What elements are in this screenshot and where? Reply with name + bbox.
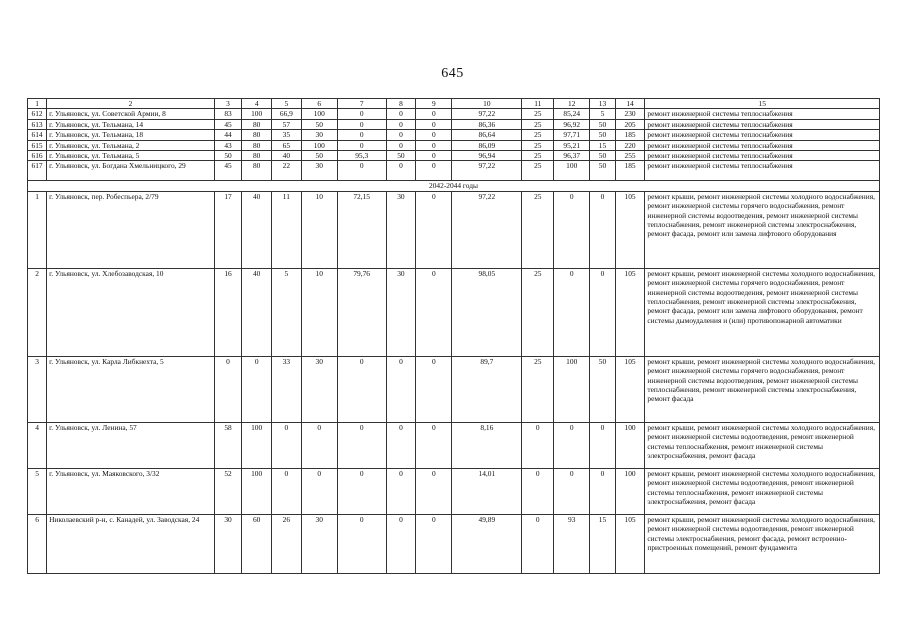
- value-cell: 230: [615, 109, 645, 119]
- value-cell: 5: [272, 268, 302, 356]
- value-cell: 50: [590, 161, 615, 181]
- work-description-cell: ремонт крыши, ремонт инженерной системы холодного водоснабжения, ремонт инженерной системы водоотведения, ремонт инженерной системы теплоснабжения, ремонт инженерной системы электроснабжения, ремонт фасада: [645, 468, 880, 514]
- value-cell: 30: [386, 268, 416, 356]
- header-cell: 9: [416, 99, 452, 109]
- value-cell: 40: [272, 151, 302, 161]
- value-cell: 0: [337, 140, 386, 150]
- value-cell: 100: [615, 422, 645, 468]
- value-cell: 30: [386, 191, 416, 268]
- row-number-cell: 5: [28, 468, 47, 514]
- value-cell: 25: [522, 161, 554, 181]
- value-cell: 25: [522, 109, 554, 119]
- value-cell: 25: [522, 151, 554, 161]
- value-cell: 80: [242, 119, 272, 129]
- value-cell: 97,22: [452, 109, 522, 119]
- value-cell: 45: [214, 161, 242, 181]
- value-cell: 96,92: [554, 119, 590, 129]
- value-cell: 30: [301, 161, 337, 181]
- value-cell: 16: [214, 268, 242, 356]
- header-cell: 5: [272, 99, 302, 109]
- work-description-cell: ремонт крыши, ремонт инженерной системы холодного водоснабжения, ремонт инженерной системы горячего водоснабжения, ремонт инженерной системы водоотведения, ремонт инженерной системы теплоснабжения, ремонт инженерной системы электроснабжения, ремонт фасада, ремонт или замена лифтового оборудования, ремонт системы дымоудаления и (или) противопожарной автоматики: [645, 268, 880, 356]
- value-cell: 0: [416, 119, 452, 129]
- work-description-cell: ремонт крыши, ремонт инженерной системы холодного водоснабжения, ремонт инженерной системы горячего водоснабжения, ремонт инженерной системы водоотведения, ремонт инженерной системы теплоснабжения, ремонт инженерной системы электроснабжения, ремонт фасада: [645, 356, 880, 422]
- header-cell: 15: [645, 99, 880, 109]
- value-cell: 50: [301, 119, 337, 129]
- value-cell: 66,9: [272, 109, 302, 119]
- address-cell: Николаевский р-н, с. Канадей, ул. Заводская, 24: [47, 514, 215, 573]
- table-row: [28, 191, 880, 268]
- value-cell: 25: [522, 119, 554, 129]
- value-cell: 89,7: [452, 356, 522, 422]
- value-cell: 86,64: [452, 130, 522, 140]
- header-cell: 1: [28, 99, 47, 109]
- header-cell: 8: [386, 99, 416, 109]
- value-cell: 60: [242, 514, 272, 573]
- value-cell: 220: [615, 140, 645, 150]
- value-cell: 25: [522, 356, 554, 422]
- value-cell: 0: [416, 109, 452, 119]
- value-cell: 57: [272, 119, 302, 129]
- value-cell: 50: [386, 151, 416, 161]
- address-cell: г. Ульяновск, ул. Тельмана, 14: [47, 119, 215, 129]
- row-number-cell: 613: [28, 119, 47, 129]
- value-cell: 98,05: [452, 268, 522, 356]
- value-cell: 105: [615, 514, 645, 573]
- value-cell: 5: [590, 109, 615, 119]
- value-cell: 0: [554, 468, 590, 514]
- value-cell: 0: [416, 468, 452, 514]
- row-number-cell: 4: [28, 422, 47, 468]
- value-cell: 25: [522, 268, 554, 356]
- value-cell: 0: [590, 468, 615, 514]
- value-cell: 0: [386, 130, 416, 140]
- data-table: [27, 98, 880, 574]
- value-cell: 0: [522, 422, 554, 468]
- value-cell: 15: [590, 514, 615, 573]
- value-cell: 0: [337, 109, 386, 119]
- address-cell: г. Ульяновск, ул. Ленина, 57: [47, 422, 215, 468]
- address-cell: г. Ульяновск, ул. Хлебозаводская, 10: [47, 268, 215, 356]
- row-number-cell: 616: [28, 151, 47, 161]
- value-cell: 50: [301, 151, 337, 161]
- section-row: [28, 181, 880, 191]
- work-description-cell: ремонт инженерной системы теплоснабжения: [645, 130, 880, 140]
- value-cell: 0: [214, 356, 242, 422]
- value-cell: 80: [242, 140, 272, 150]
- value-cell: 50: [590, 151, 615, 161]
- value-cell: 0: [416, 151, 452, 161]
- work-description-cell: ремонт инженерной системы теплоснабжения: [645, 109, 880, 119]
- value-cell: 8,16: [452, 422, 522, 468]
- row-number-cell: 614: [28, 130, 47, 140]
- value-cell: 11: [272, 191, 302, 268]
- value-cell: 0: [337, 514, 386, 573]
- table-row: [28, 356, 880, 422]
- work-description-cell: ремонт инженерной системы теплоснабжения: [645, 161, 880, 181]
- row-number-cell: 3: [28, 356, 47, 422]
- value-cell: 0: [386, 422, 416, 468]
- header-cell: 11: [522, 99, 554, 109]
- value-cell: 0: [337, 161, 386, 181]
- table-row: [28, 514, 880, 573]
- value-cell: 80: [242, 130, 272, 140]
- address-cell: г. Ульяновск, ул. Советской Армии, 8: [47, 109, 215, 119]
- address-cell: г. Ульяновск, ул. Маяковского, 3/32: [47, 468, 215, 514]
- value-cell: 30: [301, 356, 337, 422]
- value-cell: 100: [554, 356, 590, 422]
- address-cell: г. Ульяновск, ул. Тельмана, 5: [47, 151, 215, 161]
- value-cell: 22: [272, 161, 302, 181]
- value-cell: 25: [522, 140, 554, 150]
- value-cell: 44: [214, 130, 242, 140]
- value-cell: 85,24: [554, 109, 590, 119]
- header-cell: 14: [615, 99, 645, 109]
- value-cell: 96,37: [554, 151, 590, 161]
- work-description-cell: ремонт крыши, ремонт инженерной системы холодного водоснабжения, ремонт инженерной системы водоотведения, ремонт инженерной системы теплоснабжения, ремонт инженерной системы электроснабжения, ремонт фасада: [645, 422, 880, 468]
- value-cell: 95,3: [337, 151, 386, 161]
- value-cell: 205: [615, 119, 645, 129]
- value-cell: 0: [416, 422, 452, 468]
- value-cell: 185: [615, 130, 645, 140]
- value-cell: 0: [416, 356, 452, 422]
- value-cell: 105: [615, 356, 645, 422]
- value-cell: 100: [301, 109, 337, 119]
- value-cell: 15: [590, 140, 615, 150]
- value-cell: 14,01: [452, 468, 522, 514]
- value-cell: 0: [416, 514, 452, 573]
- value-cell: 10: [301, 268, 337, 356]
- value-cell: 0: [554, 422, 590, 468]
- value-cell: 80: [242, 151, 272, 161]
- row-number-cell: 617: [28, 161, 47, 181]
- value-cell: 0: [337, 119, 386, 129]
- value-cell: 30: [214, 514, 242, 573]
- value-cell: 30: [301, 514, 337, 573]
- row-number-cell: 615: [28, 140, 47, 150]
- value-cell: 0: [337, 130, 386, 140]
- value-cell: 97,22: [452, 161, 522, 181]
- header-cell: 2: [47, 99, 215, 109]
- value-cell: 80: [242, 161, 272, 181]
- value-cell: 17: [214, 191, 242, 268]
- table-row: [28, 109, 880, 119]
- value-cell: 33: [272, 356, 302, 422]
- value-cell: 0: [301, 468, 337, 514]
- value-cell: 50: [590, 119, 615, 129]
- table-row: [28, 130, 880, 140]
- header-row: [28, 99, 880, 109]
- header-cell: 4: [242, 99, 272, 109]
- value-cell: 0: [416, 268, 452, 356]
- value-cell: 0: [337, 356, 386, 422]
- value-cell: 79,76: [337, 268, 386, 356]
- table-row: [28, 422, 880, 468]
- work-description-cell: ремонт крыши, ремонт инженерной системы холодного водоснабжения, ремонт инженерной системы водоотведения, ремонт инженерной системы электроснабжения, ремонт фасада, ремонт встроенно-пристроенных помещений, ремонт фундамента: [645, 514, 880, 573]
- row-number-cell: 6: [28, 514, 47, 573]
- page-number: 645: [441, 66, 464, 81]
- value-cell: 0: [337, 422, 386, 468]
- table-row: [28, 268, 880, 356]
- value-cell: 0: [386, 119, 416, 129]
- value-cell: 0: [386, 514, 416, 573]
- work-description-cell: ремонт крыши, ремонт инженерной системы холодного водоснабжения, ремонт инженерной системы горячего водоснабжения, ремонт инженерной системы водоотведения, ремонт инженерной системы теплоснабжения, ремонт инженерной системы электроснабжения, ремонт фасада, ремонт или замена лифтового оборудования: [645, 191, 880, 268]
- table-row: [28, 140, 880, 150]
- value-cell: 25: [522, 130, 554, 140]
- value-cell: 97,71: [554, 130, 590, 140]
- address-cell: г. Ульяновск, ул. Богдана Хмельницкого, 29: [47, 161, 215, 181]
- value-cell: 0: [590, 191, 615, 268]
- value-cell: 93: [554, 514, 590, 573]
- value-cell: 100: [615, 468, 645, 514]
- address-cell: г. Ульяновск, ул. Карла Либкнехта, 5: [47, 356, 215, 422]
- value-cell: 0: [522, 514, 554, 573]
- value-cell: 86,09: [452, 140, 522, 150]
- table-row: [28, 161, 880, 181]
- value-cell: 97,22: [452, 191, 522, 268]
- value-cell: 83: [214, 109, 242, 119]
- header-cell: 13: [590, 99, 615, 109]
- value-cell: 26: [272, 514, 302, 573]
- value-cell: 100: [242, 468, 272, 514]
- value-cell: 0: [590, 268, 615, 356]
- value-cell: 96,94: [452, 151, 522, 161]
- value-cell: 105: [615, 191, 645, 268]
- work-description-cell: ремонт инженерной системы теплоснабжения: [645, 140, 880, 150]
- value-cell: 72,15: [337, 191, 386, 268]
- value-cell: 50: [590, 356, 615, 422]
- section-title: 2042-2044 годы: [28, 181, 880, 191]
- value-cell: 40: [242, 268, 272, 356]
- value-cell: 100: [301, 140, 337, 150]
- address-cell: г. Ульяновск, ул. Тельмана, 2: [47, 140, 215, 150]
- value-cell: 86,36: [452, 119, 522, 129]
- value-cell: 0: [386, 161, 416, 181]
- value-cell: 10: [301, 191, 337, 268]
- table-row: [28, 468, 880, 514]
- header-cell: 7: [337, 99, 386, 109]
- value-cell: 0: [554, 268, 590, 356]
- address-cell: г. Ульяновск, пер. Робеспьера, 2/79: [47, 191, 215, 268]
- value-cell: 0: [272, 468, 302, 514]
- value-cell: 0: [416, 161, 452, 181]
- value-cell: 25: [522, 191, 554, 268]
- value-cell: 0: [386, 468, 416, 514]
- value-cell: 0: [386, 109, 416, 119]
- work-description-cell: ремонт инженерной системы теплоснабжения: [645, 119, 880, 129]
- value-cell: 100: [242, 109, 272, 119]
- table-row: [28, 119, 880, 129]
- value-cell: 0: [337, 468, 386, 514]
- value-cell: 50: [590, 130, 615, 140]
- value-cell: 30: [301, 130, 337, 140]
- value-cell: 0: [522, 468, 554, 514]
- value-cell: 45: [214, 119, 242, 129]
- row-number-cell: 2: [28, 268, 47, 356]
- value-cell: 43: [214, 140, 242, 150]
- value-cell: 185: [615, 161, 645, 181]
- value-cell: 50: [214, 151, 242, 161]
- value-cell: 100: [242, 422, 272, 468]
- value-cell: 0: [386, 140, 416, 150]
- value-cell: 100: [554, 161, 590, 181]
- row-number-cell: 1: [28, 191, 47, 268]
- value-cell: 0: [416, 140, 452, 150]
- value-cell: 35: [272, 130, 302, 140]
- table-row: [28, 151, 880, 161]
- value-cell: 105: [615, 268, 645, 356]
- address-cell: г. Ульяновск, ул. Тельмана, 18: [47, 130, 215, 140]
- value-cell: 52: [214, 468, 242, 514]
- header-cell: 6: [301, 99, 337, 109]
- value-cell: 49,89: [452, 514, 522, 573]
- value-cell: 95,21: [554, 140, 590, 150]
- header-cell: 10: [452, 99, 522, 109]
- value-cell: 0: [242, 356, 272, 422]
- work-description-cell: ремонт инженерной системы теплоснабжения: [645, 151, 880, 161]
- value-cell: 0: [301, 422, 337, 468]
- value-cell: 255: [615, 151, 645, 161]
- header-cell: 3: [214, 99, 242, 109]
- value-cell: 0: [272, 422, 302, 468]
- value-cell: 65: [272, 140, 302, 150]
- value-cell: 58: [214, 422, 242, 468]
- value-cell: 0: [416, 191, 452, 268]
- value-cell: 0: [416, 130, 452, 140]
- value-cell: 0: [386, 356, 416, 422]
- value-cell: 0: [554, 191, 590, 268]
- header-cell: 12: [554, 99, 590, 109]
- value-cell: 0: [590, 422, 615, 468]
- value-cell: 40: [242, 191, 272, 268]
- row-number-cell: 612: [28, 109, 47, 119]
